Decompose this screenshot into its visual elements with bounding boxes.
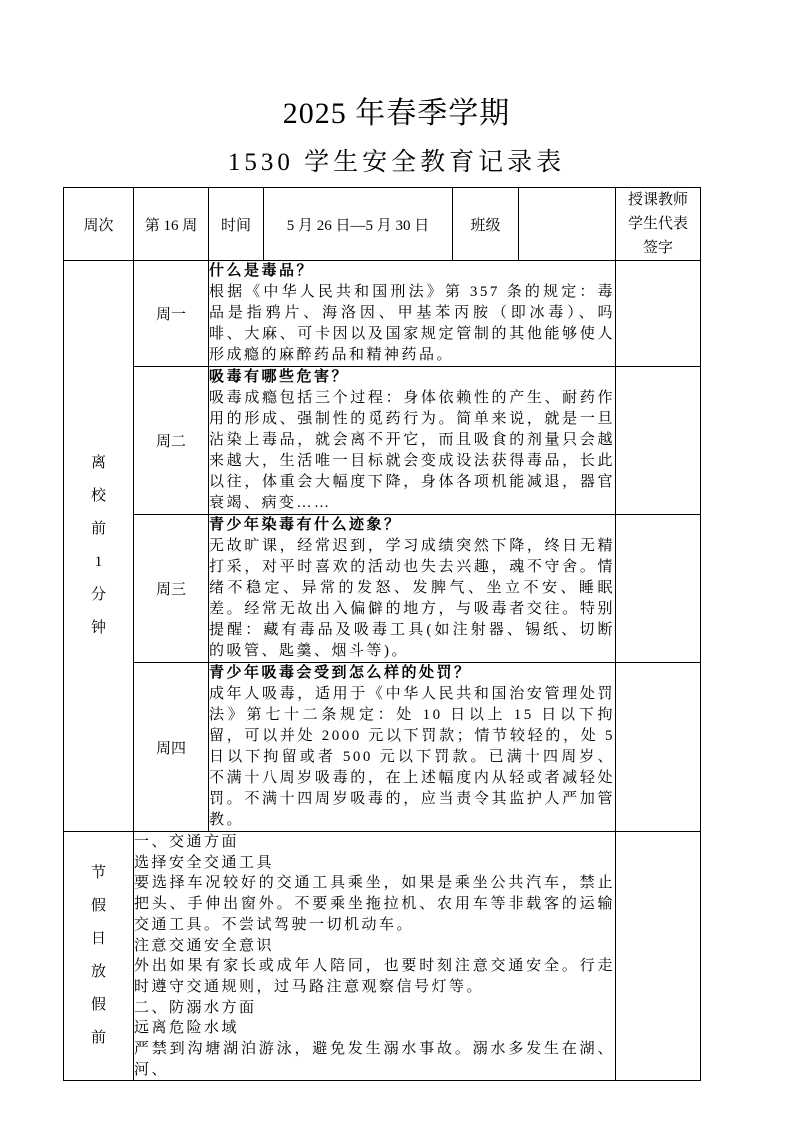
side-label-char: 日	[90, 931, 106, 948]
side-label-before-leaving-school	[64, 261, 134, 832]
content-heading: 什么是毒品？	[209, 263, 315, 279]
table-row-holiday	[64, 832, 701, 1081]
side-label-char: 分	[90, 587, 106, 603]
content-cell-monday	[209, 261, 616, 367]
signature-header-line: 学生代表	[627, 216, 688, 232]
day-label-wednesday: 周三	[134, 515, 209, 663]
holiday-paragraph: 选择安全交通工具	[134, 854, 275, 871]
side-label-char: 校	[90, 488, 106, 504]
holiday-paragraph: 要选择车况较好的交通工具乘坐，如果是乘坐公共汽车，禁止把头、手伸出窗外。不要乘坐拖拉机、农用车等非载客的运输交通工具。不尝试驾驶一切机动车。	[134, 875, 615, 933]
side-label-char: 离	[90, 455, 106, 471]
signature-cell-holiday	[616, 832, 701, 1081]
time-value-cell: 5 月 26 日—5 月 30 日	[264, 188, 453, 261]
content-cell-holiday	[134, 832, 616, 1081]
content-cell-tuesday	[209, 367, 616, 515]
side-label-char: 前	[90, 521, 106, 537]
holiday-paragraph: 一、交通方面	[134, 834, 240, 850]
side-label-char: 1	[94, 554, 103, 570]
page-subtitle: 1530 学生安全教育记录表	[227, 149, 566, 176]
signature-header-line: 签字	[642, 240, 673, 256]
signature-header-cell	[616, 188, 701, 261]
holiday-paragraph: 注意交通安全意识	[134, 937, 275, 954]
table-row-monday	[64, 261, 701, 367]
holiday-paragraph: 二、防溺水方面	[134, 999, 257, 1016]
side-label-char: 假	[90, 898, 106, 915]
content-body: 无故旷课，经常迟到，学习成绩突然下降，终日无精打采，对平时喜欢的活动也失去兴趣，魂不守舍。情绪不稳定、异常的发怒、发脾气、坐立不安、睡眠差。经常无故出入偏僻的地方，与吸毒者交往。特别提醒：藏有毒品及吸毒工具(如注射器、锡纸、切断的吸管、匙羹、烟斗等)。	[209, 538, 615, 659]
signature-cell-thursday	[616, 663, 701, 832]
day-label-thursday: 周四	[134, 663, 209, 832]
signature-cell-wednesday	[616, 515, 701, 663]
content-heading: 青少年染毒有什么迹象？	[209, 517, 402, 533]
content-body: 成年人吸毒，适用于《中华人民共和国治安管理处罚法》第七十二条规定：处 10 日以上 15 日以下拘留，可以并处 2000 元以下罚款；情节较轻的，处 5 日以下拘留或者 500 元以下罚款。已满十四周岁、不满十八周岁吸毒的，在上述幅度内从轻或者减轻处罚。不满十四周岁吸毒的，应当责令其监护人严加管教。	[209, 686, 615, 828]
content-body: 根据《中华人民共和国刑法》第 357 条的规定：毒品是指鸦片、海洛因、甲基苯丙胺（即冰毒）、吗啡、大麻、可卡因以及国家规定管制的其他能够使人形成瘾的麻醉药品和精神药品。	[209, 284, 615, 363]
day-label-monday: 周一	[134, 261, 209, 367]
table-row-wednesday	[64, 515, 701, 663]
table-header-row	[64, 188, 701, 261]
safety-education-record-table	[63, 187, 701, 1081]
content-body: 吸毒成瘾包括三个过程：身体依赖性的产生、耐药作用的形成、强制性的觅药行为。简单来说，就是一旦沾染上毒品，就会离不开它，而且吸食的剂量只会越来越大，生活唯一目标就会变成设法获得毒品，长此以往，体重会大幅度下降，身体各项机能减退，器官衰竭、病变……	[209, 390, 615, 511]
time-label-cell: 时间	[209, 188, 264, 261]
signature-cell-monday	[616, 261, 701, 367]
table-row-thursday	[64, 663, 701, 832]
side-label-char: 假	[90, 997, 106, 1014]
side-label-char: 前	[90, 1030, 106, 1047]
side-label-char: 节	[90, 865, 106, 882]
class-value-cell	[519, 188, 616, 261]
side-label-char: 钟	[90, 620, 106, 636]
page-title: 2025 年春季学期	[282, 97, 511, 130]
side-label-char: 放	[90, 964, 106, 981]
holiday-paragraph: 远离危险水域	[134, 1020, 240, 1037]
week-value-cell: 第 16 周	[134, 188, 209, 261]
content-heading: 青少年吸毒会受到怎么样的处罚？	[209, 665, 472, 681]
signature-cell-tuesday	[616, 367, 701, 515]
content-cell-thursday	[209, 663, 616, 832]
signature-header-line: 授课教师	[627, 192, 688, 208]
content-heading: 吸毒有哪些危害？	[209, 369, 350, 385]
week-label-cell: 周次	[64, 188, 134, 261]
class-label-cell: 班级	[453, 188, 519, 261]
table-row-tuesday	[64, 367, 701, 515]
side-label-before-holiday	[64, 832, 134, 1081]
holiday-paragraph: 外出如果有家长或成年人陪同，也要时刻注意交通安全。行走时遵守交通规则，过马路注意观察信号灯等。	[134, 958, 615, 995]
content-cell-wednesday	[209, 515, 616, 663]
holiday-paragraph: 严禁到沟塘湖泊游泳，避免发生溺水事故。溺水多发生在湖、河、	[134, 1041, 615, 1078]
day-label-tuesday: 周二	[134, 367, 209, 515]
